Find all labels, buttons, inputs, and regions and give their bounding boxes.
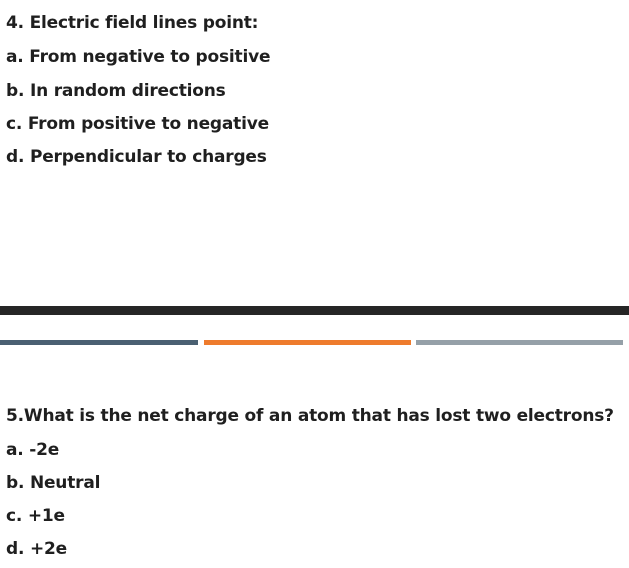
- question-4-text: 4. Electric field lines point:: [6, 13, 259, 33]
- accent-bar-blue: [0, 340, 198, 345]
- question-5-option-d: d. +2e: [6, 539, 67, 559]
- slide-divider: [0, 306, 629, 315]
- question-5-option-b: b. Neutral: [6, 473, 101, 493]
- question-5-option-a: a. -2e: [6, 440, 60, 460]
- question-4-option-b: b. In random directions: [6, 81, 226, 101]
- accent-bar-gray: [416, 340, 623, 345]
- question-4-option-d: d. Perpendicular to charges: [6, 147, 267, 167]
- question-4-option-c: c. From positive to negative: [6, 114, 269, 134]
- accent-bar-orange: [204, 340, 411, 345]
- question-5-text: 5.What is the net charge of an atom that has lost two electrons?: [6, 406, 614, 426]
- slide-question-5: [0, 350, 629, 568]
- question-5-option-c: c. +1e: [6, 506, 65, 526]
- question-4-option-a: a. From negative to positive: [6, 47, 271, 67]
